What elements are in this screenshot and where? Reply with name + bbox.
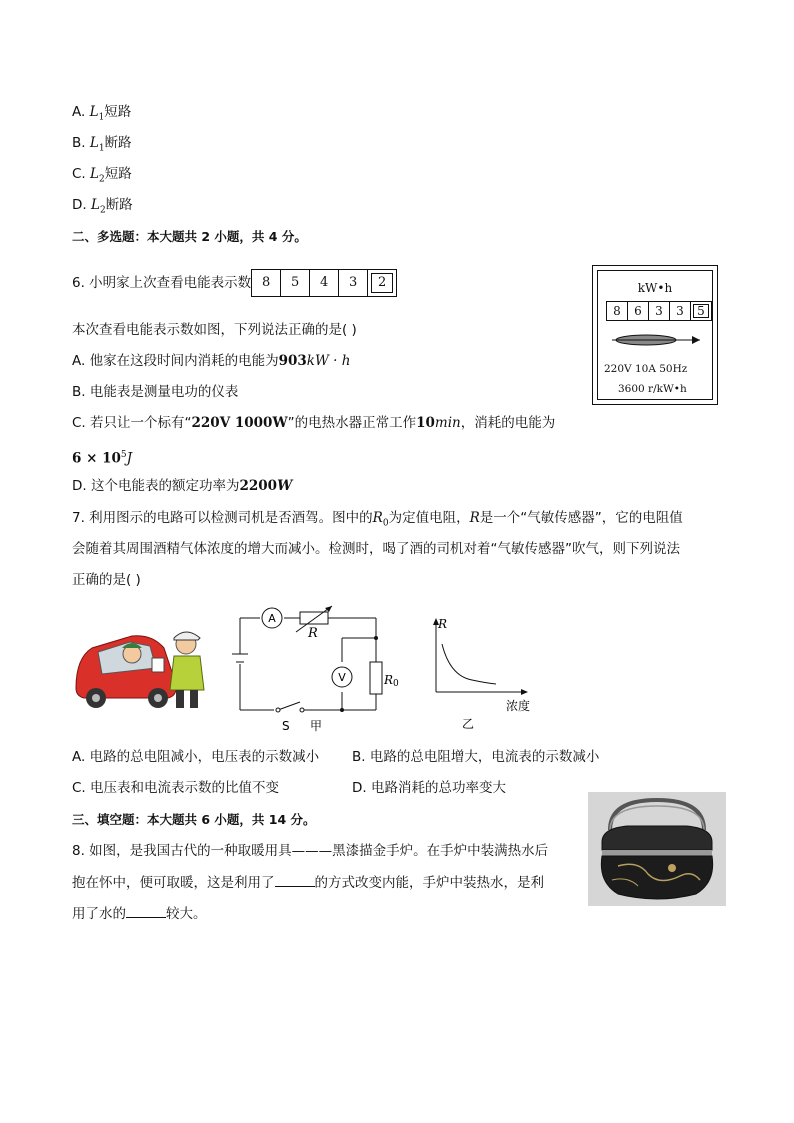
q5-option-b: B. $L_1$断路 [72,135,132,154]
q6-option-b: B. 电能表是测量电功的仪表 [72,384,239,400]
q7-stem-line2: 会随着其周围酒精气体浓度的增大而减小。检测时，喝了酒的司机对着“气敏传感器”吹气，则下列说法 [72,541,680,557]
sensor-resistor-label: R [308,626,318,641]
hand-warmer-photo [588,792,726,906]
q7-option-b: B. 电路的总电阻增大，电流表的示数减小 [352,749,600,765]
q6-option-d: D. 这个电能表的额定功率为2200W [72,478,293,494]
q5-option-c: C. $L_2$短路 [72,166,132,185]
ammeter-label: A [268,612,276,625]
q8-blank-1[interactable] [275,872,315,887]
meter-spec-constant: 3600 r/kW•h [618,383,687,395]
q8-line3: 用了水的 较大。 [72,903,207,924]
q7-option-c: C. 电压表和电流表示数的比值不变 [72,780,280,796]
q6-option-a: A. 他家在这段时间内消耗的电能为903kW · h [72,353,351,369]
q6-previous-meter-reading: 8 5 4 3 2 [251,269,397,297]
electricity-meter-figure [592,265,718,405]
q7-option-d: D. 电路消耗的总功率变大 [352,780,506,796]
section-heading-multiple-choice: 二、多选题：本大题共 2 小题，共 4 分。 [72,229,307,244]
q8-line1: 8. 如图，是我国古代的一种取暖用具———黑漆描金手炉。在手炉中装满热水后 [72,843,549,859]
meter-current-reading: 8 6 3 3 5 [606,301,712,321]
q6-stem-line2: 本次查看电能表示数如图，下列说法正确的是( ) [72,322,357,338]
section-heading-fill-in: 三、填空题：本大题共 6 小题，共 14 分。 [72,812,316,827]
fixed-resistor-label: R0 [384,673,399,689]
graph-x-label: 浓度 [506,699,531,713]
switch-label: S [282,719,290,733]
circuit-diagram-jia [228,602,399,733]
q7-stem-line3: 正确的是( ) [72,572,141,588]
graph-y-label: R [438,617,448,631]
q5-option-d: D. $L_2$断路 [72,197,133,216]
q7-option-a: A. 电路的总电阻减小，电压表的示数减小 [72,749,320,765]
meter-spec-rating: 220V 10A 50Hz [604,363,688,375]
q8-line2: 抱在怀中，便可取暖，这是利用了 的方式改变内能，手炉中装热水，是利 [72,872,544,893]
q6-option-c: C. 若只让一个标有“220V 1000W”的电热水器正常工作10min，消耗的电能为 [72,415,556,431]
meter-disc-arrow-icon [608,329,704,351]
q6-option-c-answer: $6 \times 10^5J$ [72,450,133,467]
figure-jia-label: 甲 [310,719,323,733]
q8-blank-2[interactable] [126,903,166,918]
meter-unit: kW•h [637,281,673,295]
voltmeter-label: V [338,671,346,684]
drunk-driving-test-illustration [72,618,214,710]
q5-option-a: A. $L_1$短路 [72,104,132,123]
q6-stem: 6. 小明家上次查看电能表示数 8 5 4 3 2 [72,268,397,298]
q7-stem-line1: 7. 利用图示的电路可以检测司机是否酒驾。图中的$R_0$为定值电阻，R是一个“气敏传感器”，它的电阻值 [72,510,683,529]
resistance-concentration-graph-yi [416,614,540,732]
figure-yi-label: 乙 [462,717,475,731]
